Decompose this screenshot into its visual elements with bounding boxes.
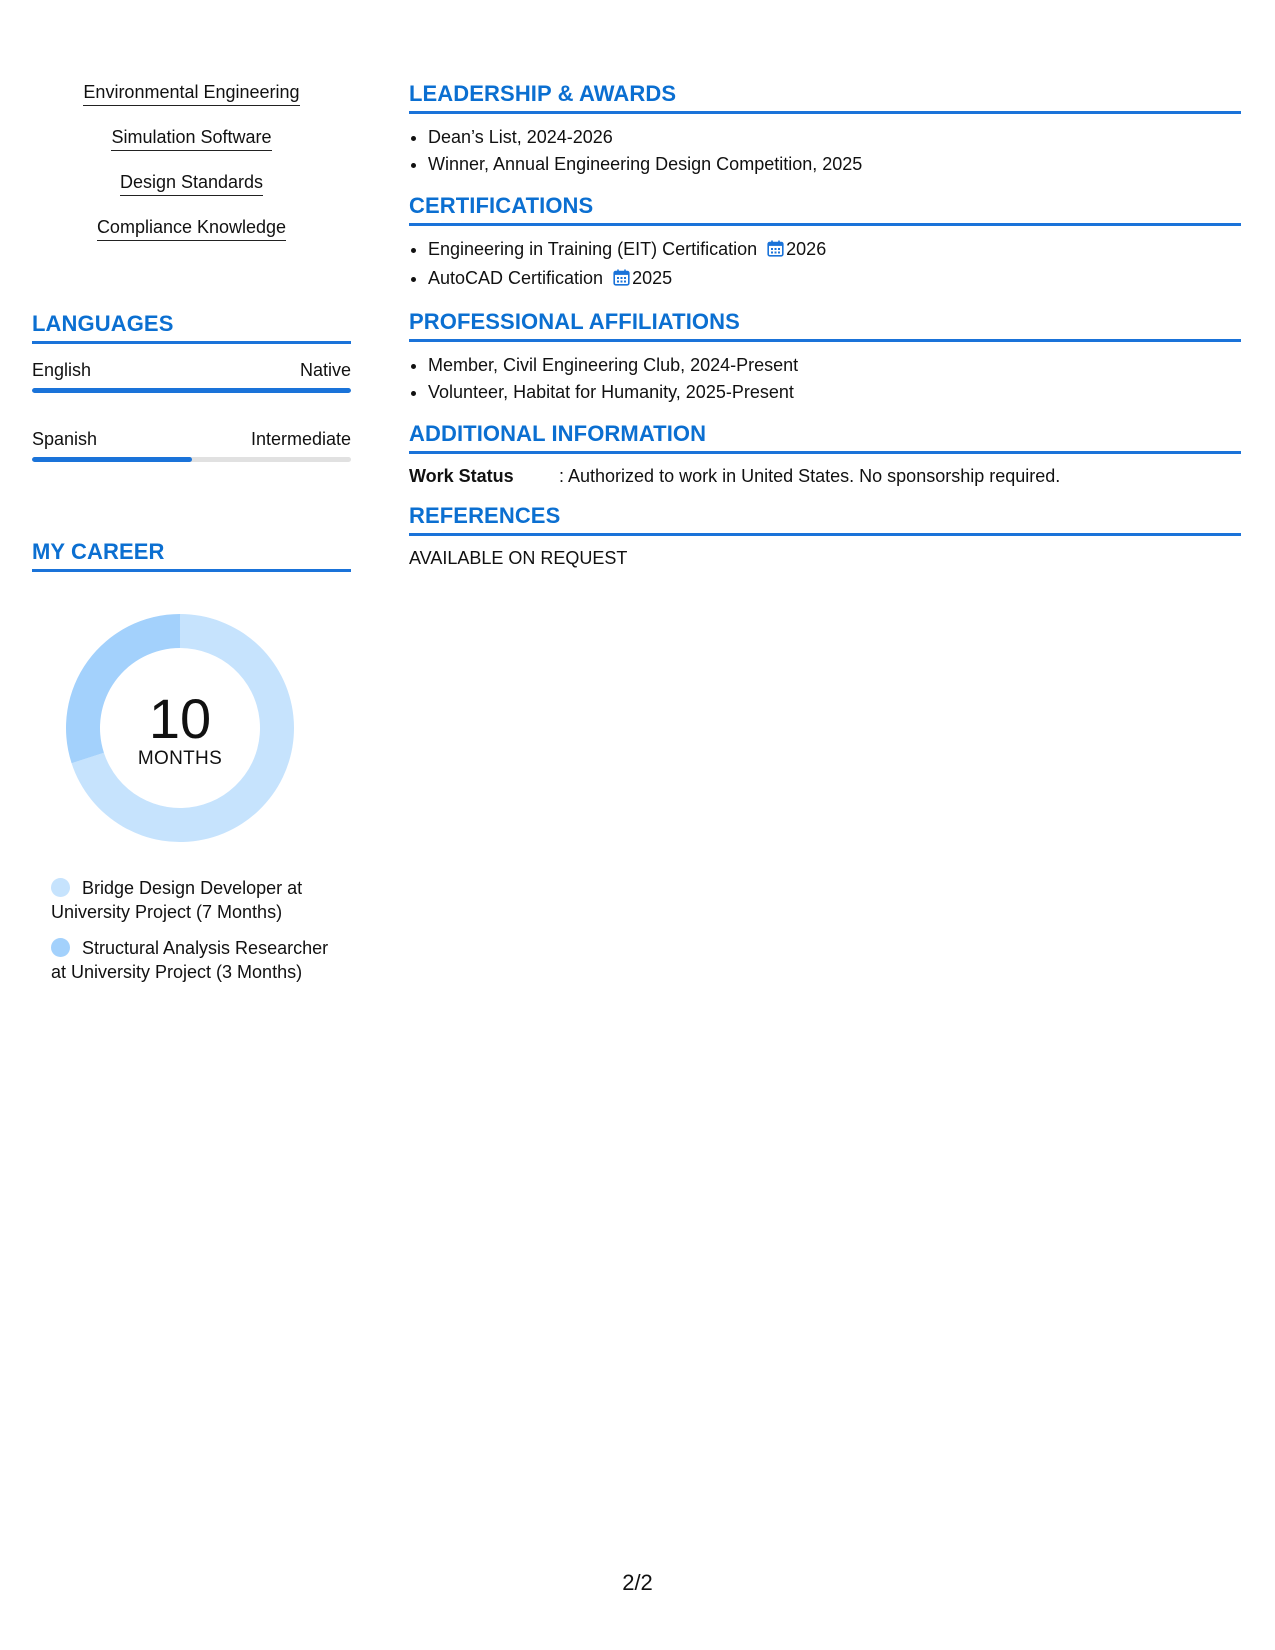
language-bar — [32, 388, 351, 393]
references-text: AVAILABLE ON REQUEST — [409, 548, 628, 568]
leadership-section — [409, 80, 1241, 178]
leadership-title: LEADERSHIP & AWARDS — [409, 80, 1241, 114]
work-status-row — [409, 464, 1241, 488]
languages-title: LANGUAGES — [32, 310, 351, 344]
calendar-icon — [767, 238, 784, 265]
certification-year: 2026 — [786, 239, 827, 259]
affiliations-section — [409, 308, 1241, 406]
work-status-value: : Authorized to work in United States. No sponsorship required. — [559, 466, 1061, 486]
career-section — [32, 538, 351, 984]
skill-item: Environmental Engineering — [83, 80, 299, 106]
language-bar — [32, 457, 351, 462]
additional-info-title: ADDITIONAL INFORMATION — [409, 420, 1241, 454]
legend-label: Bridge Design Developer at University Project (7 Months) — [51, 878, 303, 922]
skill-item: Compliance Knowledge — [97, 215, 286, 241]
donut-center — [66, 614, 294, 842]
leadership-list — [409, 124, 1241, 178]
certifications-section — [409, 192, 1241, 294]
right-column — [409, 80, 1241, 584]
legend-label: Structural Analysis Researcher at University Project (3 Months) — [51, 938, 329, 982]
references-title: REFERENCES — [409, 502, 1241, 536]
left-column — [32, 80, 351, 996]
legend-dot — [51, 878, 70, 897]
language-level: Native — [299, 360, 351, 380]
skills-list — [32, 80, 351, 260]
list-item — [428, 236, 1241, 265]
list-item — [428, 265, 1241, 294]
language-bar-fill — [32, 457, 192, 462]
skill-item: Design Standards — [120, 170, 263, 196]
list-item: • Member, Civil Engineering Club, 2024-Present — [428, 352, 1241, 379]
page-number: 2/2 — [622, 1570, 653, 1595]
career-total-number: 10 — [148, 687, 212, 750]
certification-year: 2025 — [632, 268, 673, 288]
certifications-list — [409, 236, 1241, 294]
legend-item — [51, 876, 331, 924]
career-title: MY CAREER — [32, 538, 351, 572]
list-item: • Volunteer, Habitat for Humanity, 2025-Present — [428, 379, 1241, 406]
list-item: • Winner, Annual Engineering Design Competition, 2025 — [428, 151, 1241, 178]
career-donut-chart — [66, 614, 294, 842]
calendar-icon — [613, 267, 630, 294]
certifications-title: CERTIFICATIONS — [409, 192, 1241, 226]
languages-section — [32, 310, 351, 462]
language-level: Intermediate — [250, 429, 351, 449]
certification-name: AutoCAD Certification — [428, 268, 604, 288]
affiliations-list — [409, 352, 1241, 406]
certification-name: Engineering in Training (EIT) Certification — [428, 239, 758, 259]
language-bar-fill — [32, 388, 351, 393]
affiliations-title: PROFESSIONAL AFFILIATIONS — [409, 308, 1241, 342]
additional-info-section — [409, 420, 1241, 488]
career-total-unit: MONTHS — [137, 748, 223, 769]
work-status-key: Work Status — [409, 466, 514, 486]
skill-item: Simulation Software — [111, 125, 271, 151]
language-name: English — [32, 360, 92, 380]
references-section — [409, 502, 1241, 570]
language-item — [32, 358, 351, 393]
career-legend — [51, 876, 331, 984]
language-item — [32, 427, 351, 462]
language-name: Spanish — [32, 429, 98, 449]
legend-dot — [51, 938, 70, 957]
list-item: • Dean’s List, 2024-2026 — [428, 124, 1241, 151]
legend-item — [51, 936, 331, 984]
